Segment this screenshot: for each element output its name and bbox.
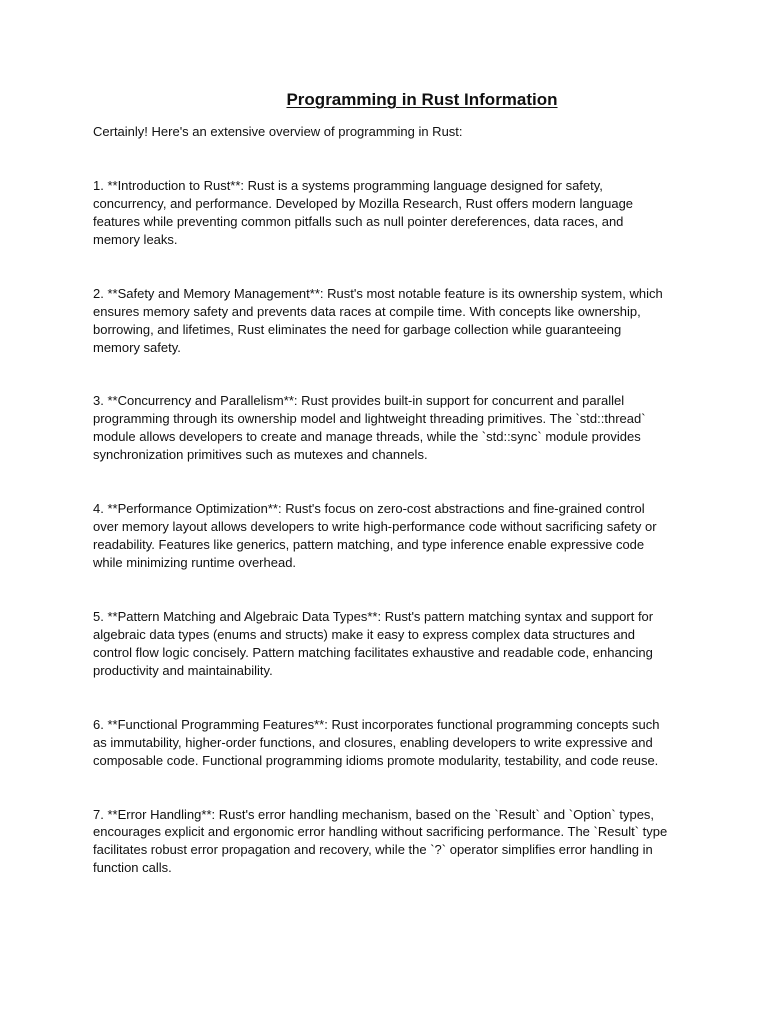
paragraph-safety-memory-management — [93, 285, 753, 357]
paragraph-line: programming through its ownership model and lightweight threading primitives. The `std::thread` — [93, 411, 646, 427]
intro-text: Certainly! Here's an extensive overview of programming in Rust: — [93, 124, 463, 139]
paragraph-line: readability. Features like generics, pattern matching, and type inference enable expressive code — [93, 537, 645, 553]
paragraph-line: function calls. — [93, 860, 172, 876]
paragraph-line: memory safety. — [93, 339, 181, 355]
paragraph-line: 5. **Pattern Matching and Algebraic Data Types**: Rust's pattern matching syntax and support for — [93, 608, 654, 624]
paragraph-line: over memory layout allows developers to write high-performance code without sacrificing safety or — [93, 519, 657, 535]
paragraph-line: productivity and maintainability. — [93, 662, 273, 678]
paragraph-line: control flow logic concisely. Pattern matching facilitates exhaustive and readable code, enhancing — [93, 644, 653, 660]
paragraph-line: 7. **Error Handling**: Rust's error handling mechanism, based on the `Result` and `Option` types, — [93, 806, 655, 822]
paragraph-line: 3. **Concurrency and Parallelism**: Rust provides built-in support for concurrent and parallel — [93, 393, 625, 409]
paragraph-line: encourages explicit and ergonomic error handling without sacrificing performance. The `Result` type — [93, 824, 668, 840]
paragraph-line: 4. **Performance Optimization**: Rust's focus on zero-cost abstractions and fine-grained control — [93, 501, 645, 517]
paragraph-line: 6. **Functional Programming Features**: Rust incorporates functional programming concepts such — [93, 716, 660, 732]
paragraph-line: 1. **Introduction to Rust**: Rust is a systems programming language designed for safety, — [93, 177, 603, 193]
paragraph-introduction-to-rust — [93, 177, 753, 249]
paragraph-line: 2. **Safety and Memory Management**: Rust's most notable feature is its ownership system, which — [93, 285, 663, 301]
paragraph-line: ensures memory safety and prevents data races at compile time. With concepts like ownership, — [93, 303, 641, 319]
paragraph-line: composable code. Functional programming idioms promote modularity, testability, and code reuse. — [93, 752, 659, 768]
paragraph-line: facilitates robust error propagation and recovery, while the `?` operator simplifies error handling in — [93, 842, 653, 858]
paragraph-line: algebraic data types (enums and structs) make it easy to express complex data structures and — [93, 626, 635, 642]
paragraph-line: while minimizing runtime overhead. — [93, 555, 297, 570]
paragraph-concurrency-parallelism — [93, 392, 753, 464]
document-title: Programming in Rust Information — [286, 90, 558, 109]
paragraph-line: synchronization primitives such as mutexes and channels. — [93, 447, 428, 463]
paragraph-functional-programming — [93, 716, 753, 770]
paragraph-line: module allows developers to create and manage threads, while the `std::sync` module provides — [93, 429, 641, 445]
paragraph-pattern-matching — [93, 608, 753, 680]
paragraph-performance-optimization — [93, 500, 753, 572]
paragraph-line: memory leaks. — [93, 231, 178, 247]
paragraph-line: features while preventing common pitfalls such as null pointer dereferences, data races, and — [93, 213, 624, 229]
document-body — [93, 123, 753, 877]
paragraph-line: concurrency, and performance. Developed by Mozilla Research, Rust offers modern language — [93, 195, 634, 211]
paragraph-line: borrowing, and lifetimes, Rust eliminates the need for garbage collection while guaranteeing — [93, 321, 622, 337]
paragraph-line: as immutability, higher-order functions, and closures, enabling developers to write expressive and — [93, 734, 653, 750]
paragraph-error-handling — [93, 806, 753, 878]
